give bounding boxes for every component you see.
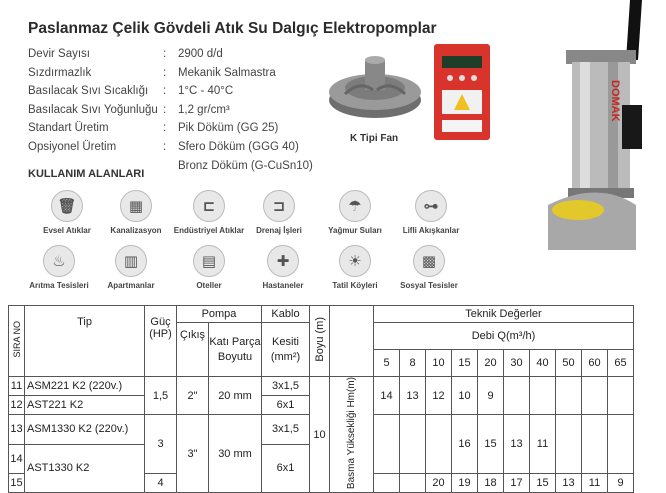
usage-item bbox=[92, 245, 170, 290]
usage-label: Oteller bbox=[196, 281, 222, 290]
cable-section: 3x1,5 bbox=[262, 377, 310, 396]
usage-item bbox=[97, 190, 175, 235]
header-sira: SIRA NO bbox=[9, 306, 25, 377]
row-number: 12 bbox=[9, 396, 25, 415]
usage-item bbox=[316, 245, 394, 290]
treatment-plant-icon: ♨ bbox=[43, 245, 75, 277]
head-value bbox=[426, 415, 452, 474]
apartment-icon: ▥ bbox=[115, 245, 147, 277]
header-teknik: Teknik Değerler bbox=[374, 306, 634, 323]
usage-label: Hastaneler bbox=[262, 281, 304, 290]
spec-key: Standart Üretim bbox=[28, 122, 109, 135]
usage-heading: KULLANIM ALANLARI bbox=[28, 168, 145, 180]
head-value: 14 bbox=[374, 377, 400, 415]
usage-label: Endüstriyel Atıklar bbox=[173, 226, 245, 235]
head-value: 15 bbox=[478, 415, 504, 474]
trash-bin-icon: 🗑 bbox=[51, 190, 83, 222]
usage-item bbox=[20, 245, 98, 290]
head-value: 13 bbox=[556, 474, 582, 493]
hospital-icon: ✚ bbox=[267, 245, 299, 277]
head-value bbox=[530, 377, 556, 415]
spec-row bbox=[28, 141, 313, 160]
spec-value: 1,2 gr/cm³ bbox=[178, 103, 230, 116]
solid-size-value: 30 mm bbox=[209, 415, 262, 493]
usage-label: Yağmur Suları bbox=[328, 226, 382, 235]
row-type: ASM1330 K2 (220v.) bbox=[25, 415, 145, 445]
row-number: 15 bbox=[9, 474, 25, 493]
head-value: 9 bbox=[608, 474, 634, 493]
head-value: 19 bbox=[452, 474, 478, 493]
page-title: Paslanmaz Çelik Gövdeli Atık Su Dalgıç Elektropomplar bbox=[28, 20, 437, 37]
valve-icon: ⊶ bbox=[415, 190, 447, 222]
spec-value: Pik Döküm (GG 25) bbox=[178, 122, 279, 135]
header-kati: Katı Parça Boyutu bbox=[209, 323, 262, 377]
flow-value: 10 bbox=[426, 350, 452, 377]
spec-value: Mekanik Salmastra bbox=[178, 66, 276, 79]
spec-value: 1°C - 40°C bbox=[178, 85, 234, 98]
spec-key: Devir Sayısı bbox=[28, 48, 90, 60]
manhole-grate-icon: ▦ bbox=[120, 190, 152, 222]
head-value: 17 bbox=[504, 474, 530, 493]
row-number: 14 bbox=[9, 444, 25, 474]
usage-label: Evsel Atıklar bbox=[43, 226, 91, 235]
header-blank bbox=[330, 306, 374, 377]
spec-sep: : bbox=[163, 103, 167, 116]
impeller-image bbox=[325, 50, 425, 125]
spec-key: Basılacak Sıvı Yoğunluğu bbox=[28, 103, 158, 116]
usage-item bbox=[244, 245, 322, 290]
spec-key: Opsiyonel Üretim bbox=[28, 140, 117, 153]
fan-caption: K Tipi Fan bbox=[350, 133, 399, 144]
head-value bbox=[556, 377, 582, 415]
drain-pipe-icon: ⊐ bbox=[263, 190, 295, 222]
head-value bbox=[504, 377, 530, 415]
spec-value: Sfero Döküm (GGG 40) bbox=[178, 140, 299, 153]
power-value: 1,5 bbox=[145, 377, 177, 415]
usage-label: Drenaj İşleri bbox=[256, 226, 302, 235]
head-value: 12 bbox=[426, 377, 452, 415]
header-cikis: Çıkış bbox=[177, 323, 209, 377]
cable-section: 3x1,5 bbox=[262, 415, 310, 445]
spec-row bbox=[28, 122, 313, 141]
outlet-value: 2" bbox=[177, 377, 209, 415]
head-value bbox=[556, 415, 582, 474]
header-boyu: Boyu (m) bbox=[310, 306, 330, 377]
head-value bbox=[608, 377, 634, 415]
usage-label: Sosyal Tesisler bbox=[400, 281, 458, 290]
flow-value: 60 bbox=[582, 350, 608, 377]
spec-sep: : bbox=[163, 48, 167, 60]
spec-row bbox=[28, 48, 313, 67]
spec-list bbox=[28, 48, 313, 178]
usage-item bbox=[170, 190, 248, 235]
header-kablo: Kablo bbox=[262, 306, 310, 323]
header-pompa: Pompa bbox=[177, 306, 262, 323]
spec-sep: : bbox=[163, 140, 167, 153]
spec-sep: : bbox=[163, 122, 167, 135]
usage-item bbox=[240, 190, 318, 235]
head-value: 11 bbox=[530, 415, 556, 474]
usage-label: Lifli Akışkanlar bbox=[402, 226, 460, 235]
spec-row bbox=[28, 67, 313, 86]
usage-label: Apartmanlar bbox=[107, 281, 155, 290]
flow-value: 50 bbox=[556, 350, 582, 377]
row-number: 13 bbox=[9, 415, 25, 445]
building-icon: ▩ bbox=[413, 245, 445, 277]
head-value bbox=[400, 415, 426, 474]
hotel-icon: ▤ bbox=[193, 245, 225, 277]
outlet-value: 3" bbox=[177, 415, 209, 493]
head-value: 15 bbox=[530, 474, 556, 493]
pump-image bbox=[538, 0, 666, 260]
usage-item bbox=[316, 190, 394, 235]
head-value: 13 bbox=[400, 377, 426, 415]
spec-row bbox=[28, 85, 313, 104]
head-value: 18 bbox=[478, 474, 504, 493]
usage-item bbox=[170, 245, 248, 290]
power-value: 4 bbox=[145, 474, 177, 493]
usage-item bbox=[390, 245, 468, 290]
spec-table bbox=[8, 305, 634, 493]
control-panel-image bbox=[432, 42, 492, 142]
usage-label: Kanalizasyon bbox=[110, 226, 162, 235]
head-value: 16 bbox=[452, 415, 478, 474]
header-guc: Güç (HP) bbox=[145, 306, 177, 377]
spec-sep bbox=[163, 160, 178, 179]
head-label: Basma Yüksekliği Hm(m) bbox=[330, 377, 374, 493]
usage-item bbox=[392, 190, 470, 235]
palm-tree-icon: ☀ bbox=[339, 245, 371, 277]
rain-cloud-icon: ☂ bbox=[339, 190, 371, 222]
usage-label: Tatil Köyleri bbox=[332, 281, 378, 290]
spec-sep: : bbox=[163, 66, 167, 79]
row-type: AST221 K2 bbox=[25, 396, 145, 415]
flow-value: 30 bbox=[504, 350, 530, 377]
flow-value: 15 bbox=[452, 350, 478, 377]
solid-size-value: 20 mm bbox=[209, 377, 262, 415]
flow-value: 65 bbox=[608, 350, 634, 377]
head-value bbox=[374, 415, 400, 474]
spec-sep: : bbox=[163, 85, 167, 98]
flow-value: 5 bbox=[374, 350, 400, 377]
usage-label: Arıtma Tesisleri bbox=[29, 281, 89, 290]
spec-value: 2900 d/d bbox=[178, 48, 223, 60]
spec-value: Bronz Döküm (G-CuSn10) bbox=[178, 159, 313, 172]
cable-section: 6x1 bbox=[262, 396, 310, 415]
head-value bbox=[582, 415, 608, 474]
head-value: 20 bbox=[426, 474, 452, 493]
usage-item bbox=[28, 190, 106, 235]
spec-row bbox=[28, 104, 313, 123]
spec-key: Sızdırmazlık bbox=[28, 66, 92, 79]
brand-text: DOMAK bbox=[609, 80, 621, 122]
head-value: 10 bbox=[452, 377, 478, 415]
power-value: 3 bbox=[145, 415, 177, 474]
header-debi: Debi Q(m³/h) bbox=[374, 323, 634, 350]
flow-value: 8 bbox=[400, 350, 426, 377]
head-value bbox=[374, 474, 400, 493]
cable-length: 10 bbox=[310, 377, 330, 493]
industrial-pipe-icon: ⊏ bbox=[193, 190, 225, 222]
row-type: AST1330 K2 bbox=[25, 444, 145, 493]
head-value bbox=[400, 474, 426, 493]
header-tip: Tip bbox=[25, 306, 145, 377]
cable-section: 6x1 bbox=[262, 444, 310, 493]
head-value bbox=[608, 415, 634, 474]
head-value: 9 bbox=[478, 377, 504, 415]
head-value: 11 bbox=[582, 474, 608, 493]
table-row bbox=[9, 377, 634, 396]
flow-value: 20 bbox=[478, 350, 504, 377]
row-type: ASM221 K2 (220v.) bbox=[25, 377, 145, 396]
head-value bbox=[582, 377, 608, 415]
spec-key: Basılacak Sıvı Sıcaklığı bbox=[28, 85, 149, 98]
header-kesit: Kesiti (mm²) bbox=[262, 323, 310, 377]
head-value: 13 bbox=[504, 415, 530, 474]
flow-value: 40 bbox=[530, 350, 556, 377]
row-number: 11 bbox=[9, 377, 25, 396]
